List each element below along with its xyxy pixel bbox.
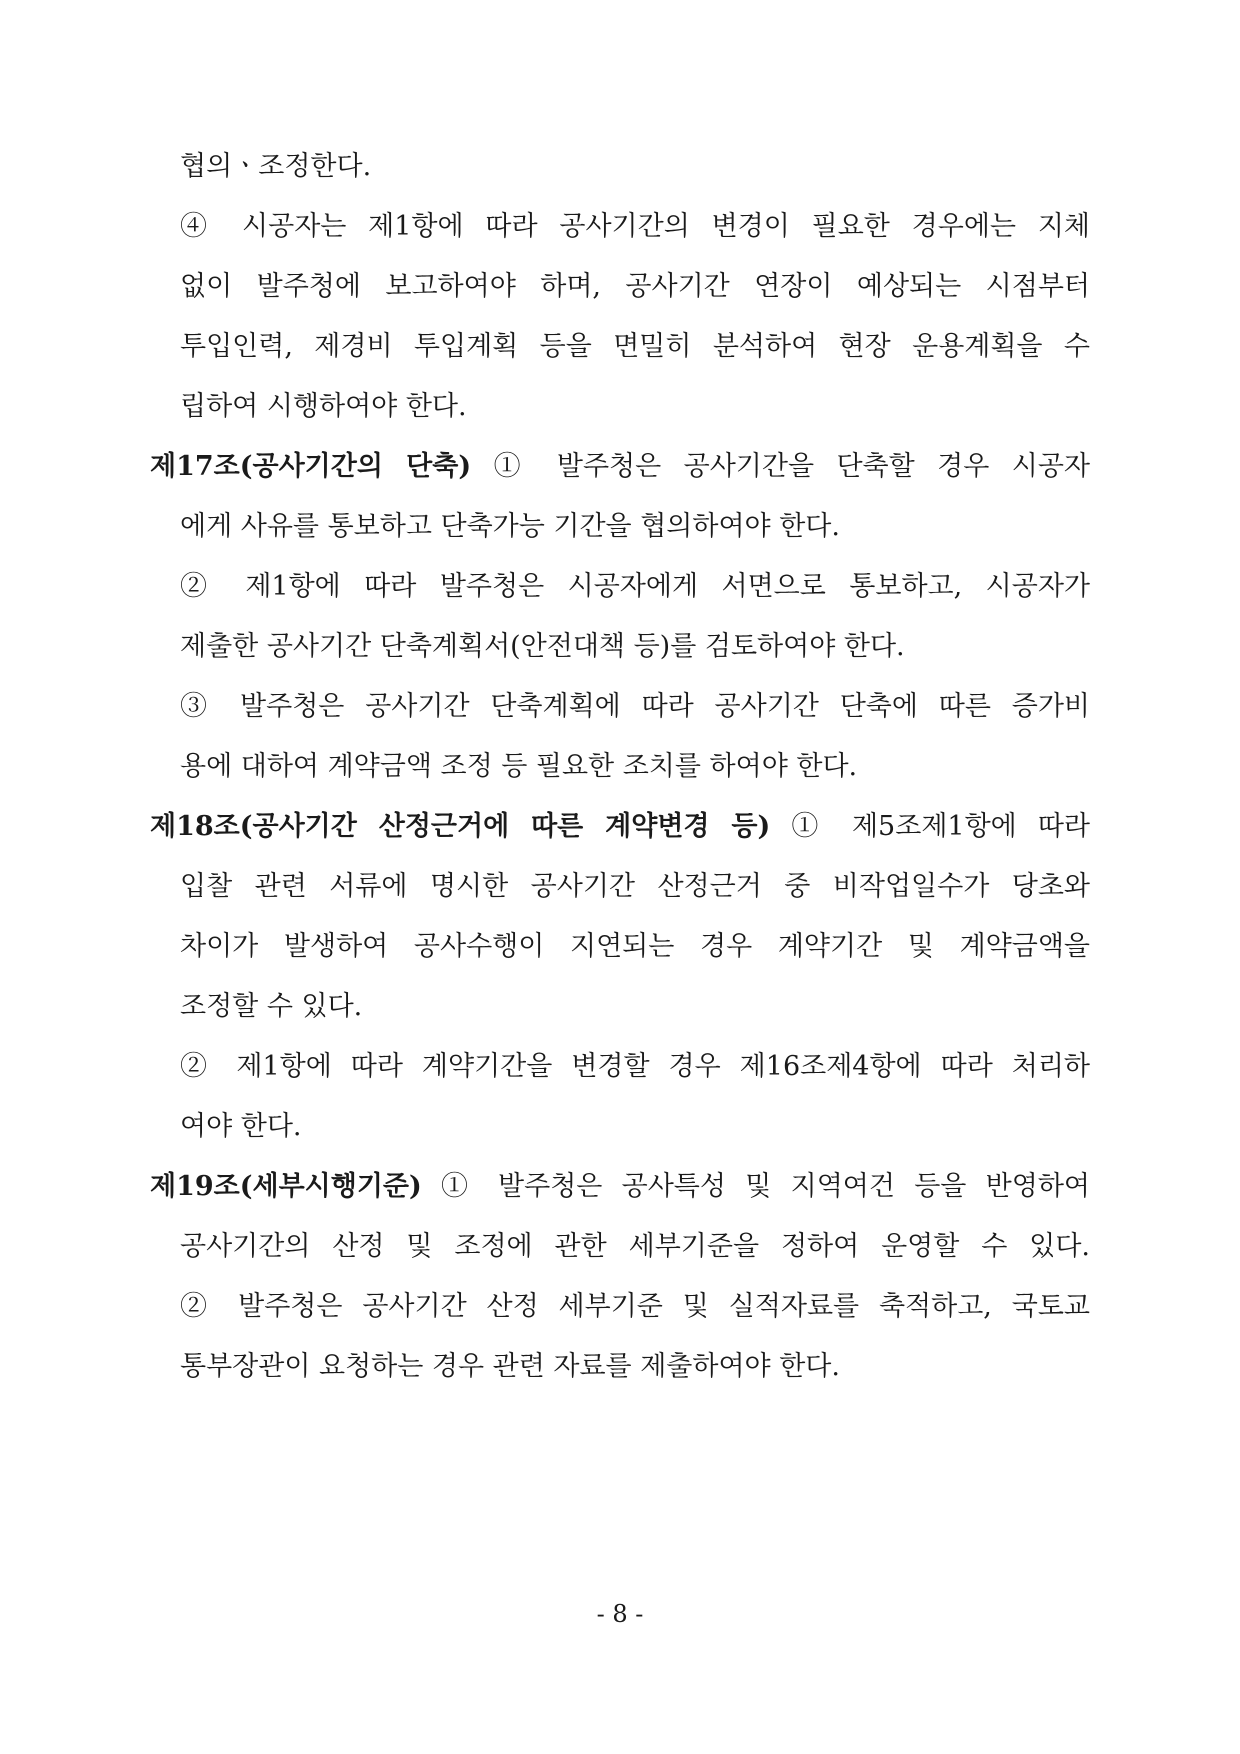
text-line: 조정할 수 있다. bbox=[180, 991, 363, 1022]
article-18-title: 제18조(공사기간 산정근거에 따른 계약변경 등) bbox=[150, 811, 771, 842]
article-19-first-line: ① 발주청은 공사특성 및 지역여건 등을 반영하여 bbox=[421, 1171, 1090, 1202]
article-19-title: 제19조(세부시행기준) bbox=[150, 1171, 422, 1202]
text-line: 에게 사유를 통보하고 단축가능 기간을 협의하여야 한다. bbox=[180, 511, 840, 542]
text-line: 립하여 시행하여야 한다. bbox=[180, 391, 467, 422]
paragraph-4-line: ④ 시공자는 제1항에 따라 공사기간의 변경이 필요한 경우에는 지체 bbox=[180, 211, 1090, 242]
text-line: ③ 발주청은 공사기간 단축계획에 따라 공사기간 단축에 따른 증가비 bbox=[180, 691, 1090, 722]
article-17-title: 제17조(공사기간의 단축) bbox=[150, 451, 472, 482]
text-line: 차이가 발생하여 공사수행이 지연되는 경우 계약기간 및 계약금액을 bbox=[180, 931, 1090, 962]
text-line: 통부장관이 요청하는 경우 관련 자료를 제출하여야 한다. bbox=[180, 1351, 840, 1382]
text-line: ② 제1항에 따라 계약기간을 변경할 경우 제16조제4항에 따라 처리하 bbox=[180, 1051, 1091, 1082]
text-line: 입찰 관련 서류에 명시한 공사기간 산정근거 중 비작업일수가 당초와 bbox=[180, 871, 1090, 902]
text-line: 협의ㆍ조정한다. bbox=[180, 151, 372, 182]
article-19-heading bbox=[150, 1167, 1090, 1207]
page-number: - 8 - bbox=[596, 1600, 644, 1628]
text-line: 제출한 공사기간 단축계획서(안전대책 등)를 검토하여야 한다. bbox=[180, 631, 905, 662]
article-17-first-line: ① 발주청은 공사기간을 단축할 경우 시공자 bbox=[471, 451, 1091, 482]
text-line: 없이 발주청에 보고하여야 하며, 공사기간 연장이 예상되는 시점부터 bbox=[180, 271, 1090, 302]
text-line: ② 발주청은 공사기간 산정 세부기준 및 실적자료를 축적하고, 국토교 bbox=[180, 1291, 1090, 1322]
article-17-heading bbox=[150, 447, 1090, 487]
text-line: 여야 한다. bbox=[180, 1111, 302, 1142]
text-line: ② 제1항에 따라 발주청은 시공자에게 서면으로 통보하고, 시공자가 bbox=[180, 571, 1090, 602]
text-line: 용에 대하여 계약금액 조정 등 필요한 조치를 하여야 한다. bbox=[180, 751, 858, 782]
article-18-heading bbox=[150, 807, 1090, 847]
text-line: 투입인력, 제경비 투입계획 등을 면밀히 분석하여 현장 운용계획을 수 bbox=[180, 331, 1090, 362]
text-line: 공사기간의 산정 및 조정에 관한 세부기준을 정하여 운영할 수 있다. bbox=[180, 1231, 1090, 1262]
article-18-first-line: ① 제5조제1항에 따라 bbox=[770, 811, 1090, 842]
